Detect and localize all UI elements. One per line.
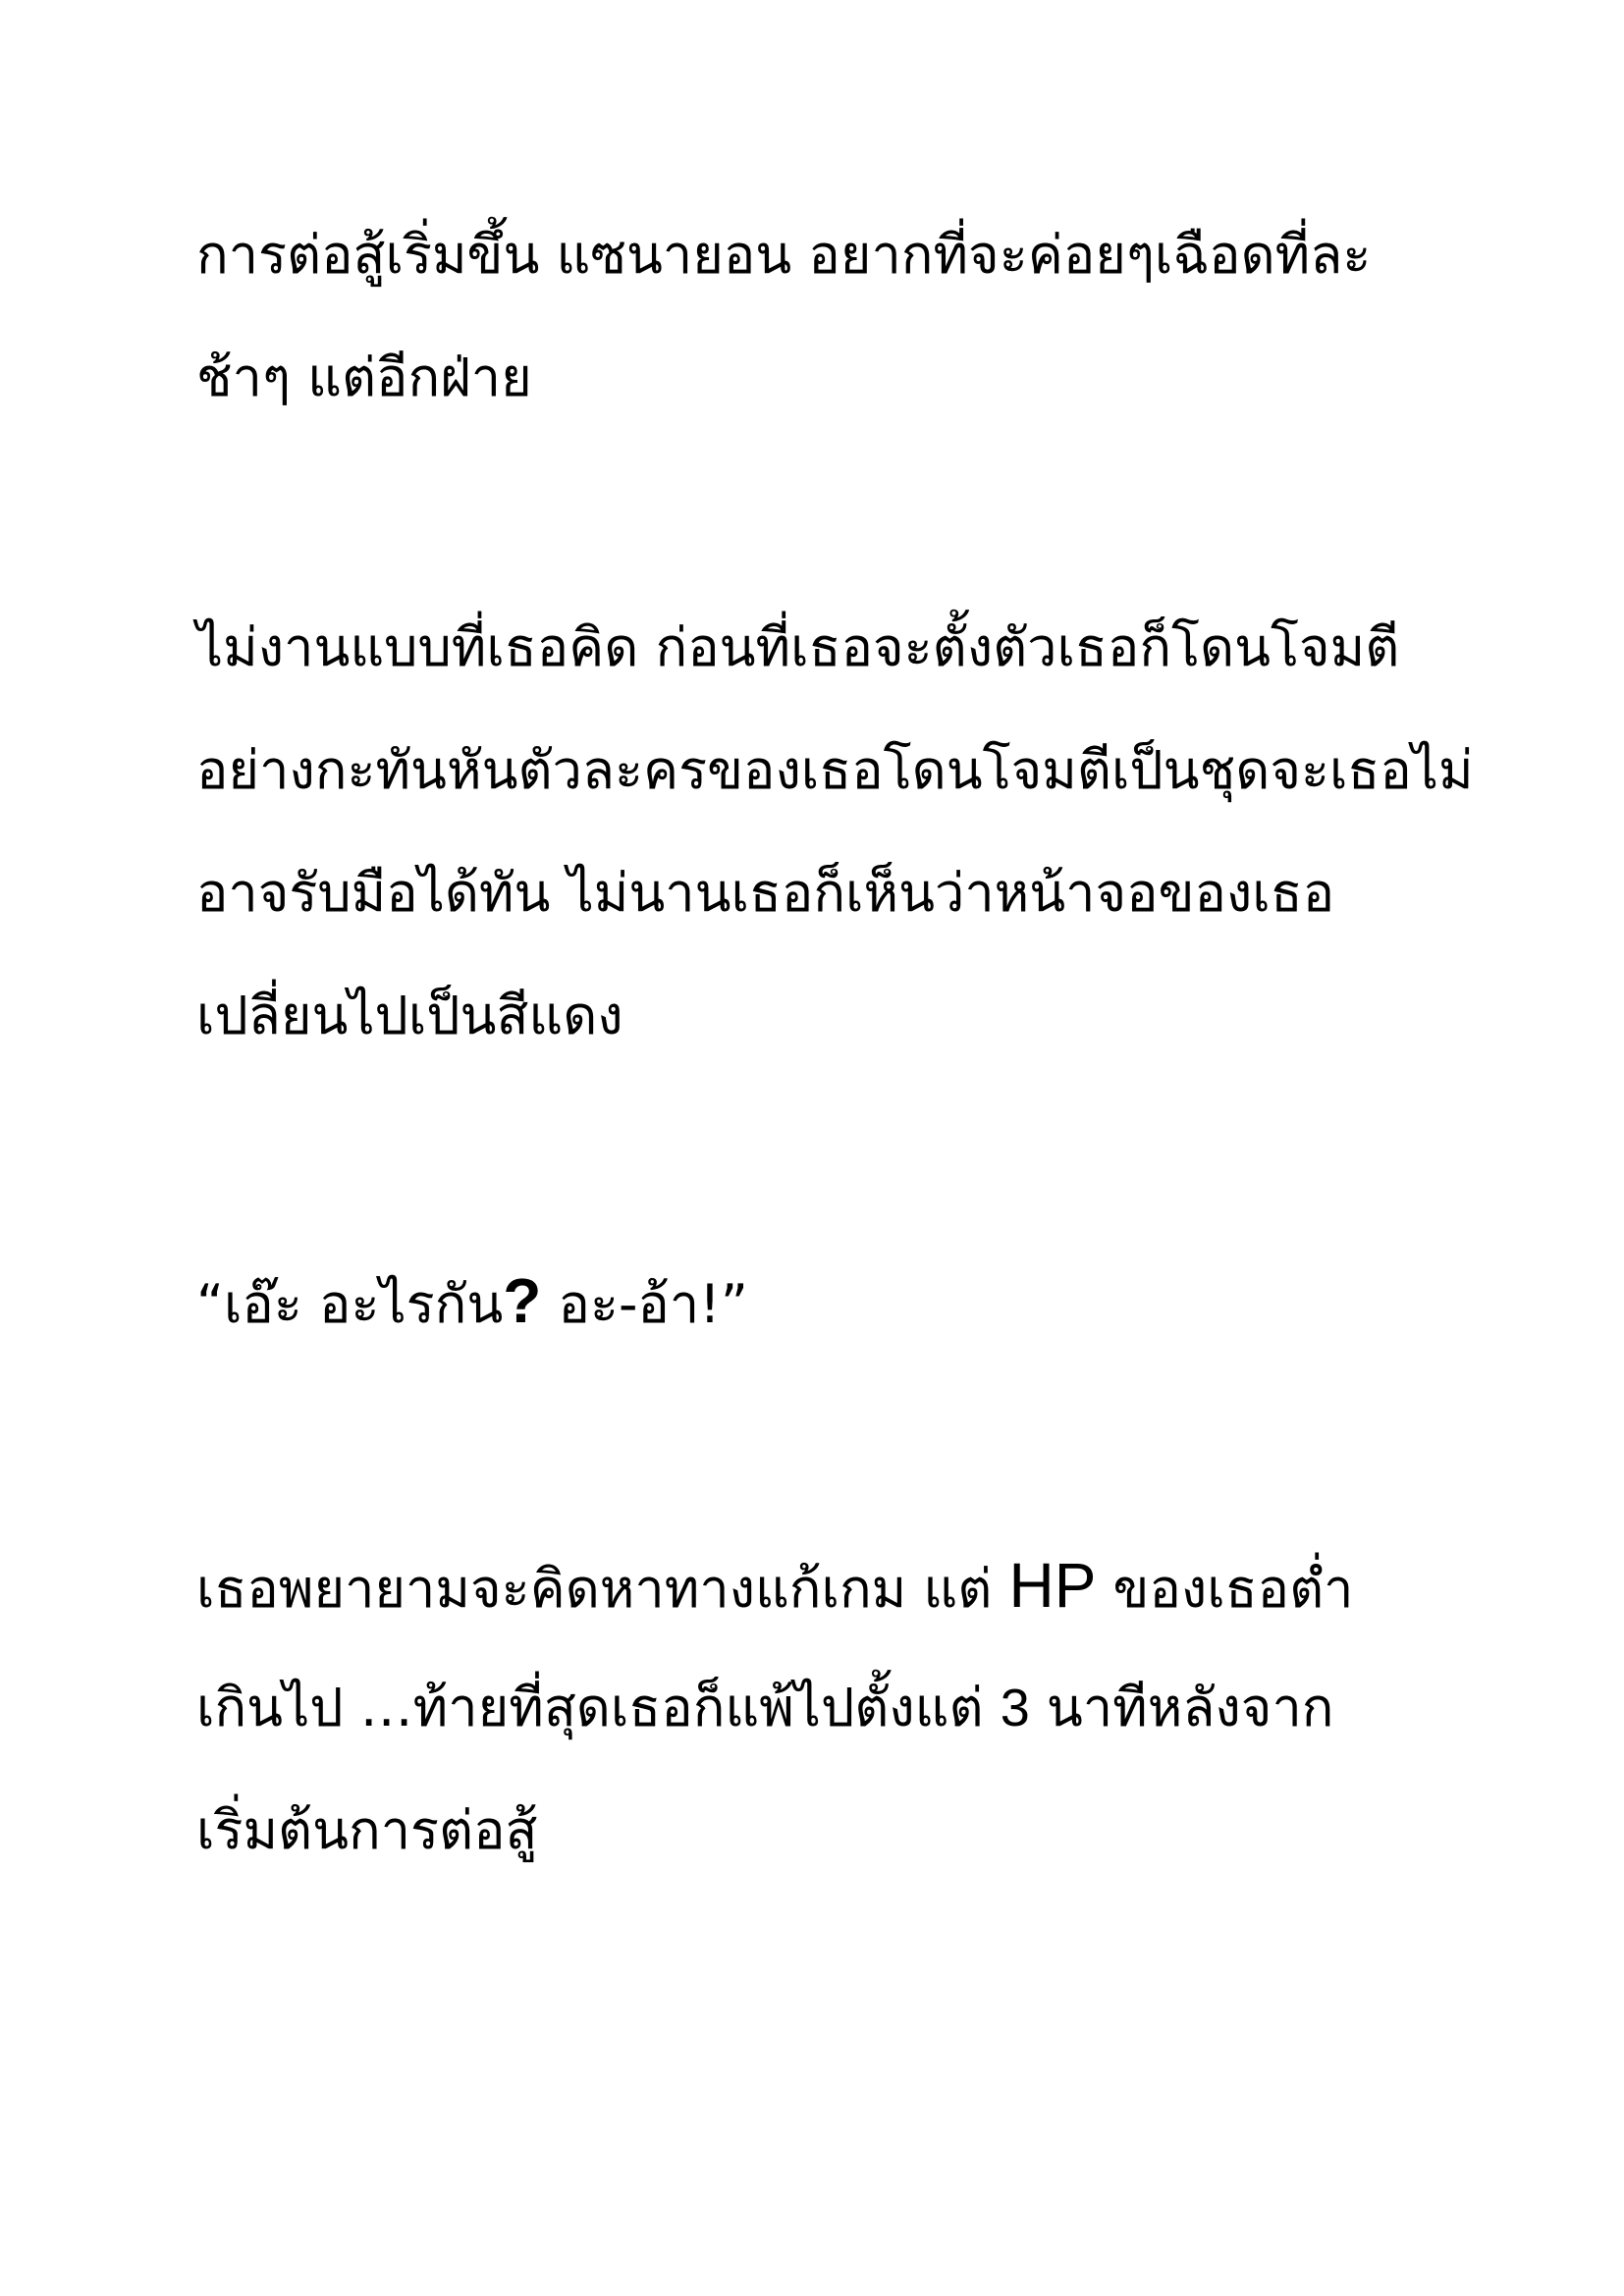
paragraph-2-line-3: อาจรับมือได้ทัน ไม่นานเธอก็เห็นว่าหน้าจอของเธอ bbox=[196, 862, 1335, 924]
dialogue-text-end: อะ-อ้า!” bbox=[541, 1273, 748, 1335]
paragraph-4-line-3: เริ่มต้นการต่อสู้ bbox=[196, 1799, 538, 1861]
paragraph-2-line-4: เปลี่ยนไปเป็นสีแดง bbox=[196, 985, 623, 1046]
paragraph-4-line-1-end: ของเธอต่ำ bbox=[1096, 1558, 1354, 1620]
paragraph-4-line-1-start: เธอพยายามจะคิดหาทางแก้เกม แต่ bbox=[196, 1558, 1009, 1620]
paragraph-2-line-1: ไม่งานแบบที่เธอคิด ก่อนที่เธอจะตั้งตัวเธอก็โดนโจมตี bbox=[196, 616, 1400, 678]
paragraph-4-line-2-end: นาทีหลังจาก bbox=[1029, 1677, 1334, 1738]
paragraph-1-line-1: การต่อสู้เริ่มขึ้น แซนายอน อยากที่จะค่อยๆเฉือดที่ละ bbox=[196, 224, 1372, 286]
dialogue-line bbox=[196, 1256, 748, 1345]
paragraph-4-line-2-start: เกินไป …ท้ายที่สุดเธอก็แพ้ไปตั้งแต่ bbox=[196, 1677, 1001, 1738]
paragraph-4-line-2 bbox=[196, 1664, 1333, 1752]
paragraph-2-line-2: อย่างกะทันหันตัวละครของเธอโดนโจมตีเป็นชุดจะเธอไม่ bbox=[196, 739, 1474, 801]
dialogue-text-start: “เอ๊ะ อะไรกัน bbox=[196, 1273, 504, 1335]
paragraph-1-line-2: ช้าๆ แต่อีกฝ่าย bbox=[196, 347, 532, 408]
minutes-number: 3 bbox=[1000, 1679, 1030, 1737]
hp-term: HP bbox=[1008, 1550, 1097, 1621]
paragraph-4-line-1 bbox=[196, 1541, 1354, 1629]
question-mark: ? bbox=[503, 1265, 542, 1336]
